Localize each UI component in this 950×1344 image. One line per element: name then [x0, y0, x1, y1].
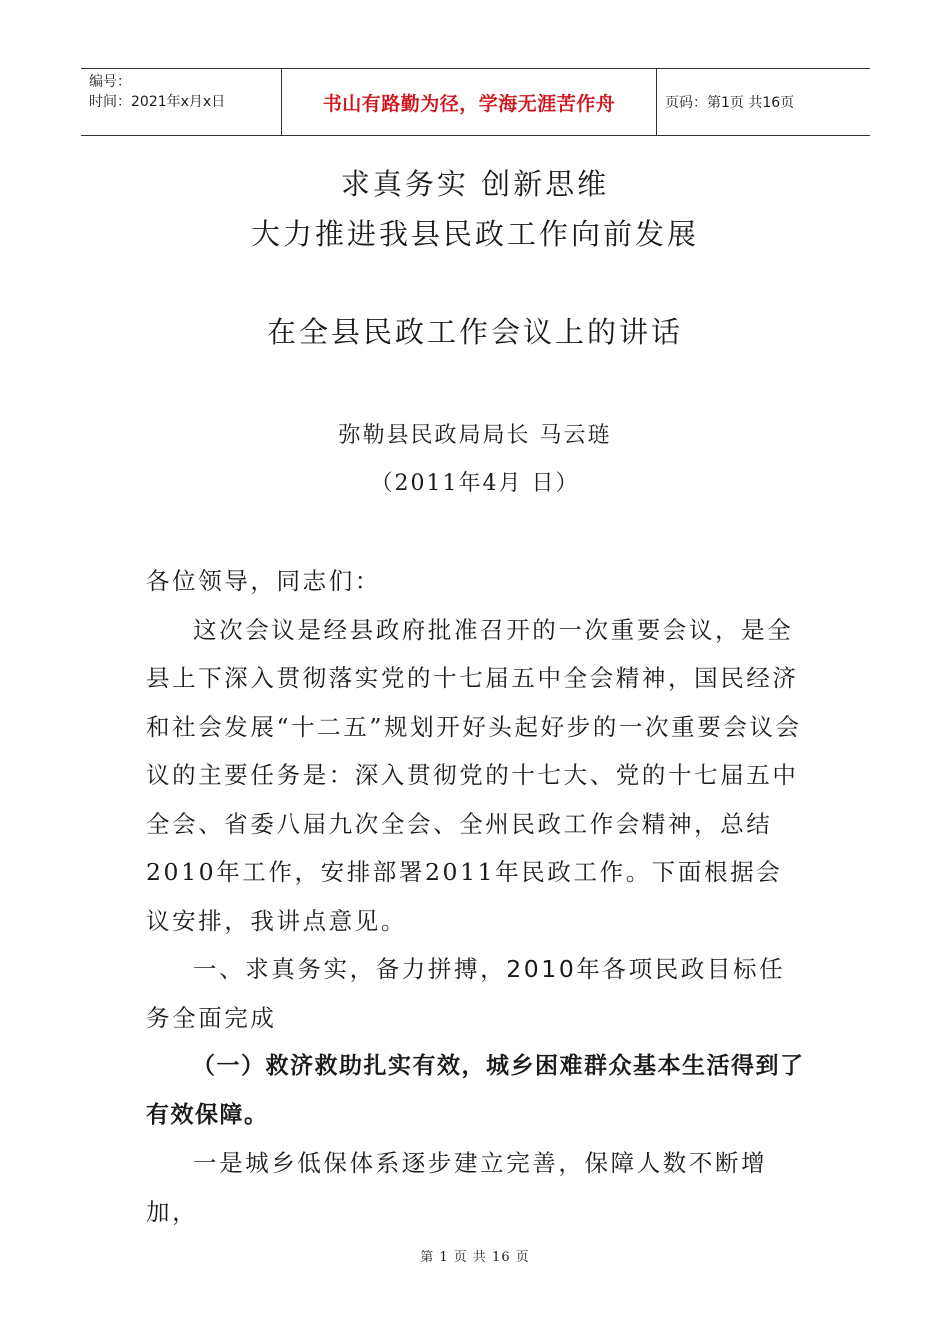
- greeting: 各位领导，同志们：: [146, 567, 381, 595]
- author-line: 弥勒县民政局局长 马云琏: [338, 423, 612, 448]
- document-body: [146, 557, 806, 1236]
- subsection-heading-1: （一）救济救助扎实有效，城乡困难群众基本生活得到了有效保障。: [146, 1053, 805, 1128]
- document-header: [81, 68, 870, 136]
- paragraph-intro: 这次会议是经县政府批准召开的一次重要会议，是全县上下深入贯彻落实党的十七届五中全会精神，国民经济和社会发展“十二五”规划开好头起好步的一次重要会议会议的主要任务是：深入贯彻党的十七大、党的十七届五中全会、省委八届九次全会、全州民政工作会精神，总结2010年工作，安排部署2011年民政工作。下面根据会议安排，我讲点意见。: [146, 615, 802, 935]
- motto-text: 书山有路勤为径，学海无涯苦作舟: [322, 92, 616, 115]
- title-line-2: 大力推进我县民政工作向前发展: [250, 217, 699, 251]
- section-heading-1: 一、求真务实，备力拼搏，2010年各项民政目标任务全面完成: [146, 955, 786, 1032]
- page-footer: 第 1 页 共 16 页: [420, 1250, 530, 1265]
- header-motto-cell: [281, 69, 657, 135]
- speech-title: 在全县民政工作会议上的讲话: [266, 315, 683, 349]
- number-label: 编号：: [89, 74, 131, 90]
- paragraph-2: 一是城乡低保体系逐步建立完善，保障人数不断增加，: [146, 1149, 768, 1226]
- header-page-info: 页码：第1页 共16页: [665, 95, 795, 111]
- header-meta: [81, 69, 281, 135]
- title-line-1: 求真务实 创新思维: [340, 167, 610, 201]
- date-line: （2011年4月 日）: [370, 471, 580, 496]
- time-label: 时间：2021年x月x日: [89, 94, 226, 110]
